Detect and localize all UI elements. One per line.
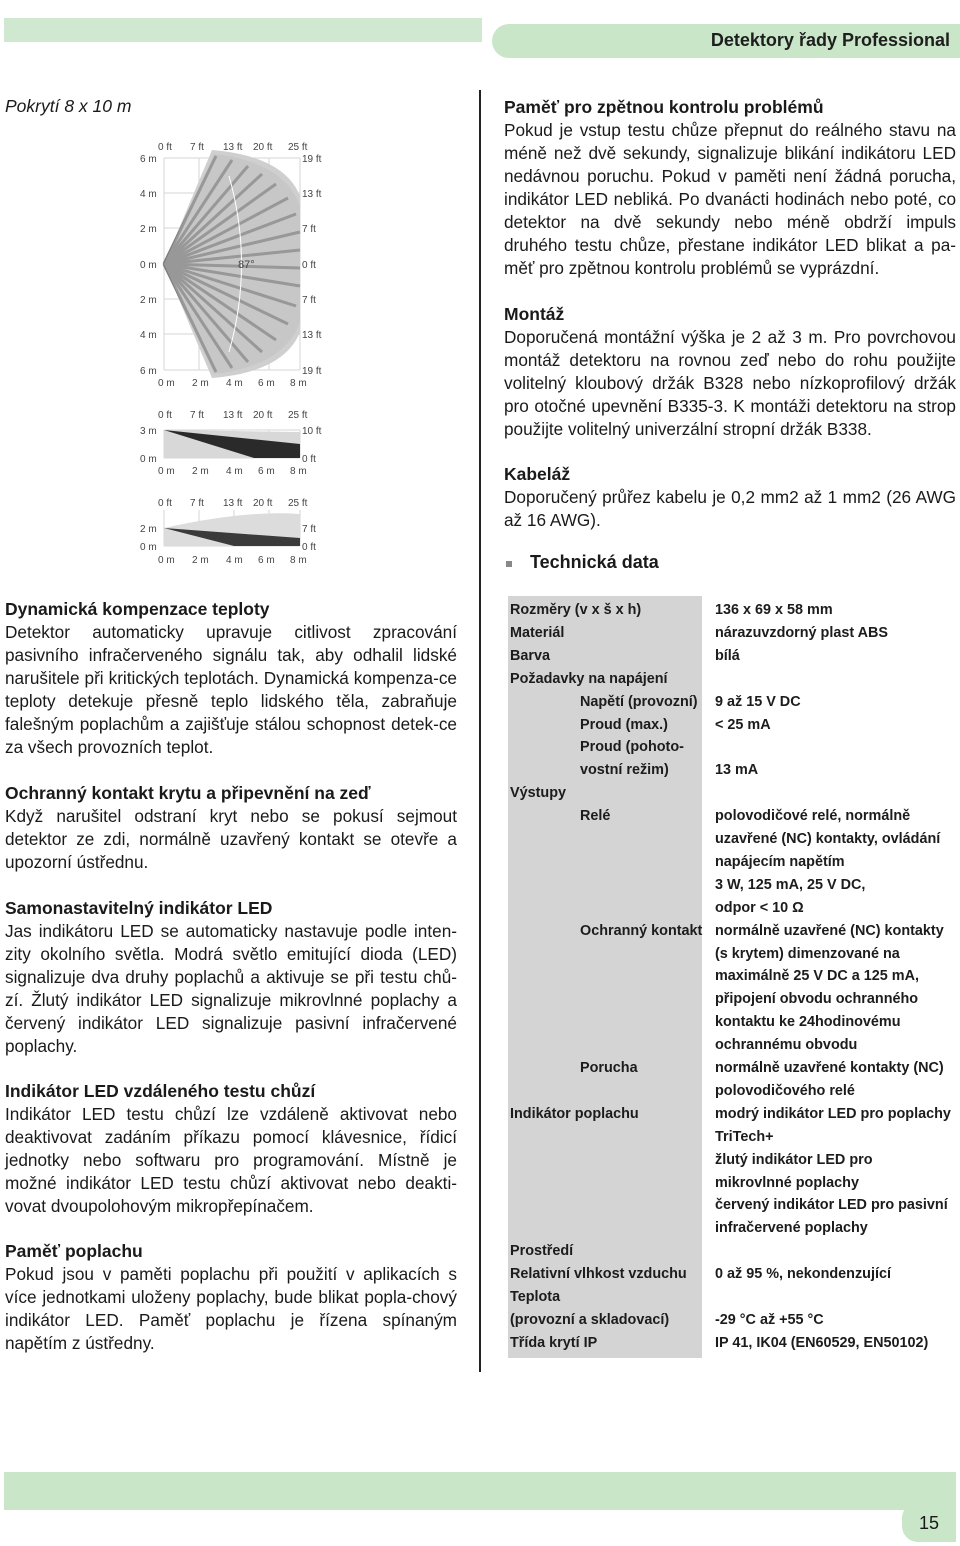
tech-row-sublabel: Ochranný kontakt <box>580 922 703 939</box>
right-ft-label: 19 ft <box>302 154 322 165</box>
tech-row-value: červený indikátor LED pro pasivní <box>715 1197 948 1214</box>
section-heading: Paměť pro zpětnou kontrolu problémů <box>504 97 824 117</box>
tech-row-label: Indikátor poplachu <box>510 1105 639 1122</box>
tech-row-label: Barva <box>510 647 551 664</box>
footer-band <box>4 1472 956 1510</box>
tech-row-value: nárazuvzdorný plast ABS <box>715 624 888 641</box>
top-ft-label: 0 ft <box>158 142 172 153</box>
page-number: 15 <box>902 1502 956 1542</box>
left-m-label: 2 m <box>140 224 157 235</box>
header-title: Detektory řady Professional <box>492 24 960 58</box>
tech-row-value: 136 x 69 x 58 mm <box>715 602 833 618</box>
tech-row-label: (provozní a skladovací) <box>510 1311 670 1328</box>
right-ft-label: 7 ft <box>302 224 316 235</box>
tech-data-table <box>0 599 960 1359</box>
side1-top-label: 20 ft <box>253 410 273 421</box>
side1-top-label: 25 ft <box>288 410 308 421</box>
tech-row-label: Teplota <box>510 1289 561 1305</box>
bottom-m-label: 4 m <box>226 378 243 389</box>
left-m-label: 6 m <box>140 154 157 165</box>
side2-bottom-label: 4 m <box>226 555 243 566</box>
section-heading: Kabeláž <box>504 464 571 484</box>
tech-row-value: maximálně 25 V DC a 125 mA, <box>715 968 919 985</box>
left-m-label: 6 m <box>140 366 157 377</box>
section-body: Když narušitel odstraní kryt nebo se pokusí sejmout detektor ze zdi, normálně uzavřený kontakt se otevře a upozorní ústřednu. <box>5 806 457 872</box>
tech-row-value: napájecím napětím <box>715 853 845 870</box>
right-ft-label: 7 ft <box>302 295 316 306</box>
section-body: Pokud je vstup testu chůze přepnut do reálného stavu na méně než dvě sekundy, signalizuje blikání indikátoru LED nedávnou poruchu. Pokud v paměti není žádná porucha, indikátor LED nebliká. Po dvanácti hodinách nebo poté, co detektor na dvě sekundy nebo méně obdrží impuls druhého testu chůze, přestane indikátor LED blikat a pa-měť pro zpětnou kontrolu problémů se vyprázdní. <box>504 120 956 278</box>
bottom-m-label: 0 m <box>158 378 175 389</box>
section-wiring <box>504 463 956 532</box>
section-body: Pokud jsou v paměti poplachu při použití v aplikacích s více jednotkami uloženy poplachy, bude blikat popla-chový indikátor LED. Paměť poplachu je řízena spínaným napětím z ústředny. <box>5 1264 457 1353</box>
side2-top-label: 0 ft <box>158 498 172 509</box>
side1-bottom-label: 8 m <box>290 466 307 477</box>
tech-row-sublabel: Relé <box>580 808 611 825</box>
section-heading: Ochranný kontakt krytu a připevnění na zeď <box>5 783 371 803</box>
side1-bottom-label: 0 m <box>158 466 175 477</box>
bottom-m-label: 6 m <box>258 378 275 389</box>
side1-left-label: 3 m <box>140 426 157 437</box>
section-body: Indikátor LED testu chůzí lze vzdáleně aktivovat nebo deaktivovat zadáním příkazu pomocí klávesnice, řídicí jednotky nebo softwaru pro programování. Místně je možné indikátor LED testu chůzí aktivovat nebo deakti-vovat dvoupolohovým mikropřepínačem. <box>5 1104 457 1216</box>
tech-row-label: Požadavky na napájení <box>510 670 668 687</box>
side1-right-label: 10 ft <box>302 426 322 437</box>
side1-top-label: 13 ft <box>223 410 243 421</box>
tech-row-value: žlutý indikátor LED pro <box>715 1151 873 1168</box>
right-ft-label: 19 ft <box>302 366 322 377</box>
tech-row-value: 0 až 95 %, nekondenzující <box>715 1266 891 1283</box>
tech-row-label: Prostředí <box>510 1243 574 1260</box>
side1-top-label: 0 ft <box>158 410 172 421</box>
tech-row-value: 9 až 15 V DC <box>715 693 801 710</box>
section-heading: Indikátor LED vzdáleného testu chůzí <box>5 1081 316 1101</box>
right-ft-label: 0 ft <box>302 260 316 271</box>
tech-row-label: Třída krytí IP <box>510 1334 598 1351</box>
section-body: Doporučený průřez kabelu je 0,2 mm2 až 1 mm2 (26 AWG až 16 AWG). <box>504 487 956 530</box>
tech-row-sublabel: vostní režim) <box>580 762 669 779</box>
side1-bottom-label: 4 m <box>226 466 243 477</box>
tech-row-label: Materiál <box>510 624 565 641</box>
right-ft-label: 13 ft <box>302 330 322 341</box>
left-m-label: 2 m <box>140 295 157 306</box>
section-body: Doporučená montážní výška je 2 až 3 m. Pro povrchovou montáž detektoru na rovnou zeď nebo do rohu použijte volitelný kloubový držák B328 nebo nízkoprofilový držák pro otočné upevnění B335-3. K montáži detektoru na strop použijte volitelný univerzální stropní držák B338. <box>504 327 956 439</box>
tech-row-value: polovodičového relé <box>715 1082 855 1099</box>
tech-row-value: normálně uzavřené (NC) kontakty <box>715 922 944 939</box>
top-ft-label: 20 ft <box>253 142 273 153</box>
section-trouble-memory <box>504 96 956 280</box>
section-mounting <box>504 303 956 441</box>
coverage-title: Pokrytí 8 x 10 m <box>5 96 132 116</box>
top-ft-label: 25 ft <box>288 142 308 153</box>
section-heading: Dynamická kompenzace teploty <box>5 599 270 619</box>
tech-row-value: 13 mA <box>715 762 759 779</box>
tech-row-value: (s krytem) dimenzované na <box>715 945 900 962</box>
side2-top-label: 25 ft <box>288 498 308 509</box>
side2-top-label: 20 ft <box>253 498 273 509</box>
side2-bottom-label: 2 m <box>192 555 209 566</box>
tech-row-value: -29 °C až +55 °C <box>715 1311 824 1328</box>
section-body: Jas indikátoru LED se automaticky nastavuje podle inten-zity okolního světla. Modrá světlo emitující dioda (LED) signalizuje dva druhy poplachů a aktivuje se při testu chů-zí. Žlutý indikátor LED signalizuje mikrovlnné poplachy a červený indikátor LED signalizuje pasivní infračervené poplachy. <box>5 921 457 1056</box>
bottom-m-label: 8 m <box>290 378 307 389</box>
tech-row-sublabel: Napětí (provozní) <box>580 693 698 710</box>
bullet-icon <box>506 561 512 567</box>
side2-right-label: 0 ft <box>302 542 316 553</box>
coverage-diagram <box>134 136 334 576</box>
side1-left-label: 0 m <box>140 454 157 465</box>
section-body: Detektor automaticky upravuje citlivost zpracování pasivního infračerveného signálu tak, aby odhalil lidské narušitele při kritických teplotách. Dynamická kompenza-ce teploty detekuje přesně teplo lidského těla, zabraňuje falešným poplachům a zajišťuje stálou schopnost detek-ce za všech provozních teplot. <box>5 622 457 757</box>
top-ft-label: 13 ft <box>223 142 243 153</box>
section-heading: Samonastavitelný indikátor LED <box>5 898 273 918</box>
side1-top-label: 7 ft <box>190 410 204 421</box>
tech-row-value: < 25 mA <box>715 716 771 733</box>
left-m-label: 4 m <box>140 189 157 200</box>
tech-data-heading: Technická data <box>530 552 659 572</box>
tech-row-label: Relativní vlhkost vzduchu <box>510 1266 687 1283</box>
top-ft-label: 7 ft <box>190 142 204 153</box>
tech-row-value: bílá <box>715 647 740 664</box>
right-ft-label: 13 ft <box>302 189 322 200</box>
side1-right-label: 0 ft <box>302 454 316 465</box>
tech-row-value: normálně uzavřené kontakty (NC) <box>715 1060 944 1076</box>
angle-label: 87° <box>238 259 255 271</box>
tech-row-value: ochrannému obvodu <box>715 1037 858 1054</box>
section-heading: Montáž <box>504 304 565 324</box>
bottom-m-label: 2 m <box>192 378 209 389</box>
tech-row-sublabel: Proud (max.) <box>580 716 668 733</box>
left-m-label: 4 m <box>140 330 157 341</box>
side2-bottom-label: 6 m <box>258 555 275 566</box>
tech-row-value: IP 41, IK04 (EN60529, EN50102) <box>715 1334 929 1351</box>
side2-left-label: 2 m <box>140 524 157 535</box>
tech-row-sublabel: Porucha <box>580 1060 638 1076</box>
tech-row-value: 3 W, 125 mA, 25 V DC, <box>715 876 866 893</box>
tech-row-value: modrý indikátor LED pro poplachy <box>715 1105 951 1122</box>
left-m-label: 0 m <box>140 260 157 271</box>
tech-row-value: uzavřené (NC) kontakty, ovládání <box>715 831 941 847</box>
side2-top-label: 13 ft <box>223 498 243 509</box>
tech-row-sublabel: Proud (pohoto- <box>580 739 684 756</box>
section-heading: Paměť poplachu <box>5 1241 143 1261</box>
tech-row-value: připojení obvodu ochranného <box>715 991 919 1008</box>
tech-row-value: TriTech+ <box>715 1128 774 1145</box>
tech-row-label: Výstupy <box>510 785 566 802</box>
tech-row-value: kontaktu ke 24hodinovému <box>715 1014 901 1031</box>
tech-row-value: odpor < 10 Ω <box>715 899 804 916</box>
side1-bottom-label: 6 m <box>258 466 275 477</box>
tech-row-value: mikrovlnné poplachy <box>715 1174 859 1191</box>
side2-top-label: 7 ft <box>190 498 204 509</box>
side2-left-label: 0 m <box>140 542 157 553</box>
side2-bottom-label: 8 m <box>290 555 307 566</box>
side2-bottom-label: 0 m <box>158 555 175 566</box>
side1-bottom-label: 2 m <box>192 466 209 477</box>
tech-row-value: polovodičové relé, normálně <box>715 808 911 825</box>
tech-row-value: infračervené poplachy <box>715 1220 868 1237</box>
side2-right-label: 7 ft <box>302 524 316 535</box>
tech-row-label: Rozměry (v x š x h) <box>510 602 642 618</box>
